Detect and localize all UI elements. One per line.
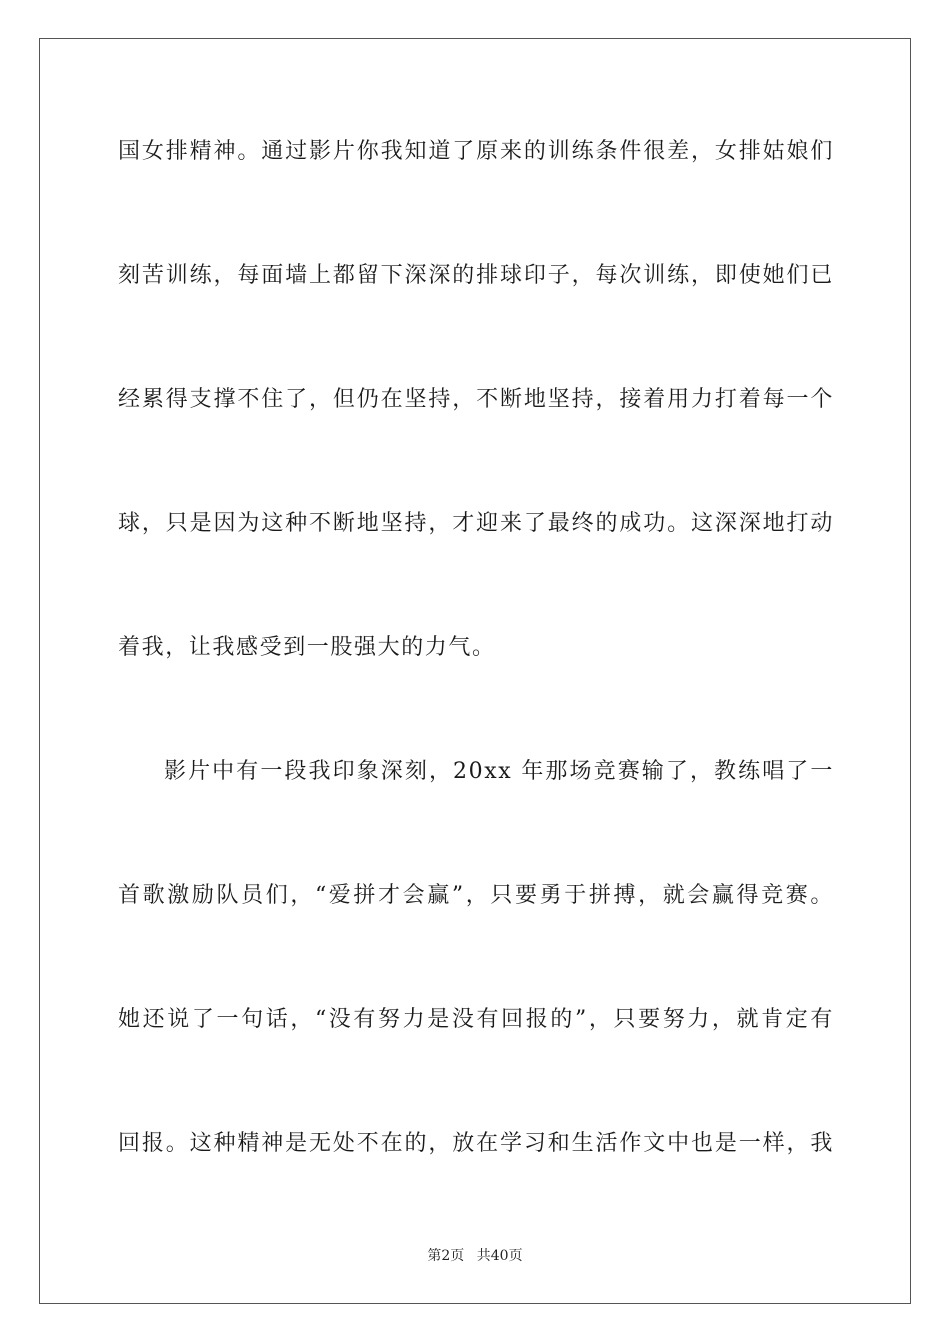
text-line-4: 球，只是因为这种不断地坚持，才迎来了最终的成功。这深深地打动 xyxy=(118,511,834,536)
page-frame xyxy=(39,38,911,1304)
text-line-1: 国女排精神。通过影片你我知道了原来的训练条件很差，女排姑娘们 xyxy=(118,139,834,164)
text-line-9: 回报。这种精神是无处不在的，放在学习和生活作文中也是一样，我 xyxy=(118,1131,834,1156)
text-line-5: 着我，让我感受到一股强大的力气。 xyxy=(118,635,496,660)
text-line-6: 影片中有一段我印象深刻，20xx 年那场竞赛输了，教练唱了一 xyxy=(164,759,834,784)
page-total: 共40页 xyxy=(476,1248,523,1264)
text-line-2: 刻苦训练，每面墙上都留下深深的排球印子，每次训练，即使她们已 xyxy=(118,263,834,288)
text-line-7: 首歌激励队员们，“爱拼才会赢”，只要勇于拼搏，就会赢得竞赛。 xyxy=(118,883,834,908)
page-number: 第2页 xyxy=(427,1248,465,1264)
page-footer xyxy=(0,1247,950,1265)
text-line-8: 她还说了一句话，“没有努力是没有回报的”，只要努力，就肯定有 xyxy=(118,1007,834,1032)
text-line-3: 经累得支撑不住了，但仍在坚持，不断地坚持，接着用力打着每一个 xyxy=(118,387,834,412)
